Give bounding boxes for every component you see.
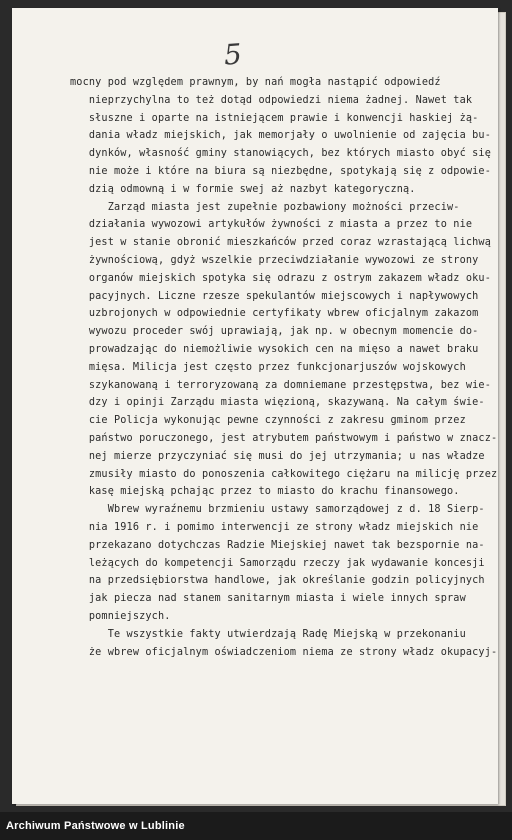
text-line: żywnościową, gdyż wszelkie przeciwdziałanie wywozowi ze strony: [70, 254, 479, 266]
text-line: Zarząd miasta jest zupełnie pozbawiony możności przeciw-: [70, 201, 460, 213]
text-line: pomniejszych.: [70, 610, 171, 622]
text-line: kasę miejską pchając przez to miasto do krachu finansowego.: [70, 486, 460, 498]
text-line: dynków, własność gminy stanowiących, bez których miasto obyć się: [70, 148, 491, 160]
text-line: uzbrojonych w odpowiednie certyfikaty wbrew oficjalnym zakazom: [70, 308, 479, 320]
text-line: dzy i opinji Zarządu miasta więzioną, skazywaną. Na całym świe-: [70, 397, 485, 409]
archive-label: Archiwum Państwowe w Lublinie: [6, 820, 185, 832]
text-line: jak piecza nad stanem sanitarnym miasta i wiele innych spraw: [70, 593, 466, 605]
text-line: na przedsiębiorstwa handlowe, jak określanie godzin policyjnych: [70, 575, 485, 587]
document-body: [70, 74, 498, 661]
text-line: nej mierze przyczyniać się musi do jej utrzymania; u nas władze: [70, 450, 485, 462]
text-line: nieprzychylna to też dotąd odpowiedzi niema żadnej. Nawet tak: [70, 94, 473, 106]
text-line: Wbrew wyraźnemu brzmieniu ustawy samorządowej z d. 18 Sierp-: [70, 504, 485, 516]
text-line: mocny pod względem prawnym, by nań mogła nastąpić odpowiedź: [70, 77, 441, 88]
text-line: organów miejskich spotyka się odrazu z ostrym zakazem władz oku-: [70, 272, 491, 284]
text-line: nia 1916 r. i pomimo interwencji ze strony władz miejskich nie: [70, 521, 479, 533]
text-line: dzią odmowną i w formie swej aż nazbyt kategoryczną.: [70, 183, 416, 195]
text-line: wywozu proceder swój uprawiają, jak np. w obecnym momencie do-: [70, 326, 479, 338]
text-line: pacyjnych. Liczne rzesze spekulantów miejscowych i napływowych: [70, 290, 479, 302]
text-line: cie Policja wykonując pewne czynności z zakresu gminom przez: [70, 415, 466, 427]
text-line: nie może i które na biura są niezbędne, spotykają się z odpowie-: [70, 165, 491, 177]
text-line: słuszne i oparte na istniejącem prawie i konwencji haskiej żą-: [70, 112, 479, 124]
text-line: mięsa. Milicja jest często przez funkcjonarjuszów wojskowych: [70, 361, 466, 373]
page-number: 5: [222, 37, 243, 72]
text-line: prowadzając do niemożliwie wysokich cen na mięso a nawet braku: [70, 343, 479, 355]
archive-footer: [0, 812, 512, 840]
text-line: państwo poruczonego, jest atrybutem państwowym i państwo w znacz-: [70, 432, 498, 444]
text-line: przekazano dotychczas Radzie Miejskiej nawet tak bezspornie na-: [70, 539, 485, 551]
text-line: jest w stanie obronić mieszkańców przed coraz wzrastającą lichwą: [70, 237, 491, 249]
text-line: Te wszystkie fakty utwierdzają Radę Miejską w przekonaniu: [70, 628, 466, 640]
text-line: szykanowaną i terroryzowaną za domniemane przestępstwa, bez wie-: [70, 379, 491, 391]
text-line: działania wywozowi artykułów żywności z miasta a przez to nie: [70, 219, 473, 231]
document-page: [12, 8, 498, 804]
text-line: dania władz miejskich, jak memorjały o uwolnienie od zajęcia bu-: [70, 130, 491, 142]
text-line: zmusiły miasto do ponoszenia całkowitego ciężaru na milicję przez: [70, 468, 498, 480]
text-line: że wbrew oficjalnym oświadczeniom niema ze strony władz okupacyj-: [70, 646, 498, 658]
text-line: leżących do kompetencji Samorządu rzeczy jak wydawanie koncesji: [70, 557, 485, 569]
